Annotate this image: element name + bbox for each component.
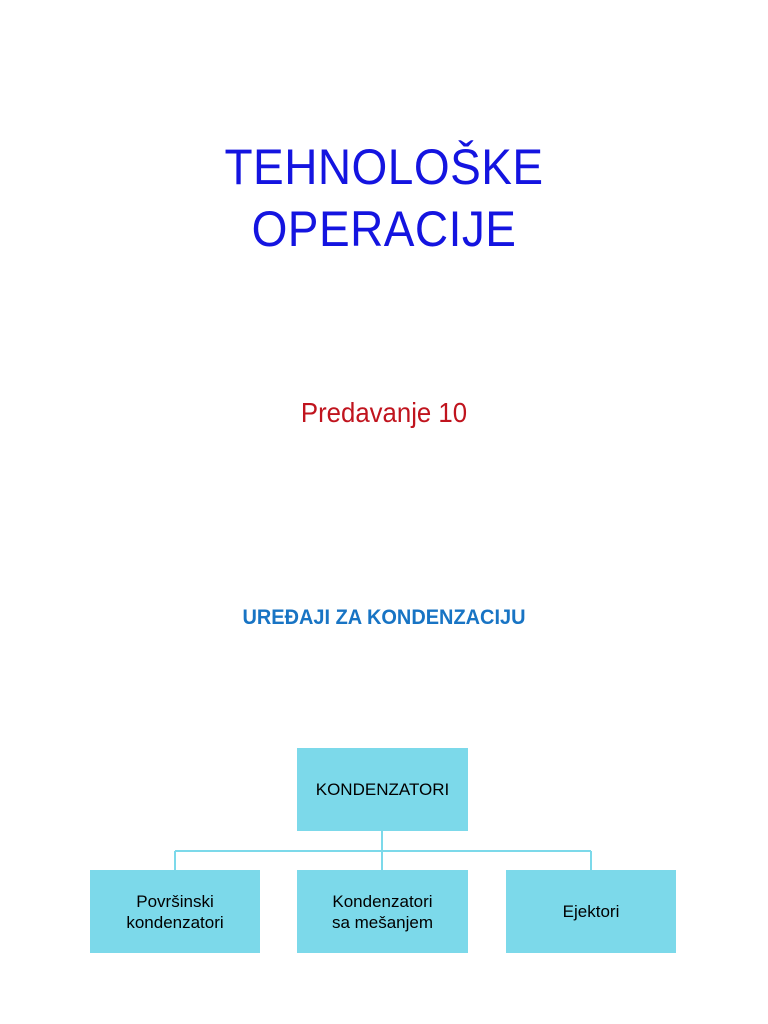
title-line-2: OPERACIJE xyxy=(251,201,517,257)
lecture-subtitle: Predavanje 10 xyxy=(300,397,468,428)
diagram-root-label: KONDENZATORI xyxy=(315,780,450,799)
diagram-child-box xyxy=(90,870,260,953)
diagram-child-box xyxy=(297,870,468,953)
diagram-child-label: Ejektori xyxy=(562,902,620,921)
diagram-child-label: Kondenzatori sa mešanjem xyxy=(331,891,434,932)
title-line-1: TEHNOLOŠKE xyxy=(224,139,544,195)
diagram-child-box xyxy=(506,870,676,953)
diagram-child-label: Površinski kondenzatori xyxy=(126,891,224,932)
page-title xyxy=(31,136,738,260)
diagram-root-box xyxy=(297,748,468,831)
section-heading: UREĐAJI ZA KONDENZACIJU xyxy=(242,606,526,629)
